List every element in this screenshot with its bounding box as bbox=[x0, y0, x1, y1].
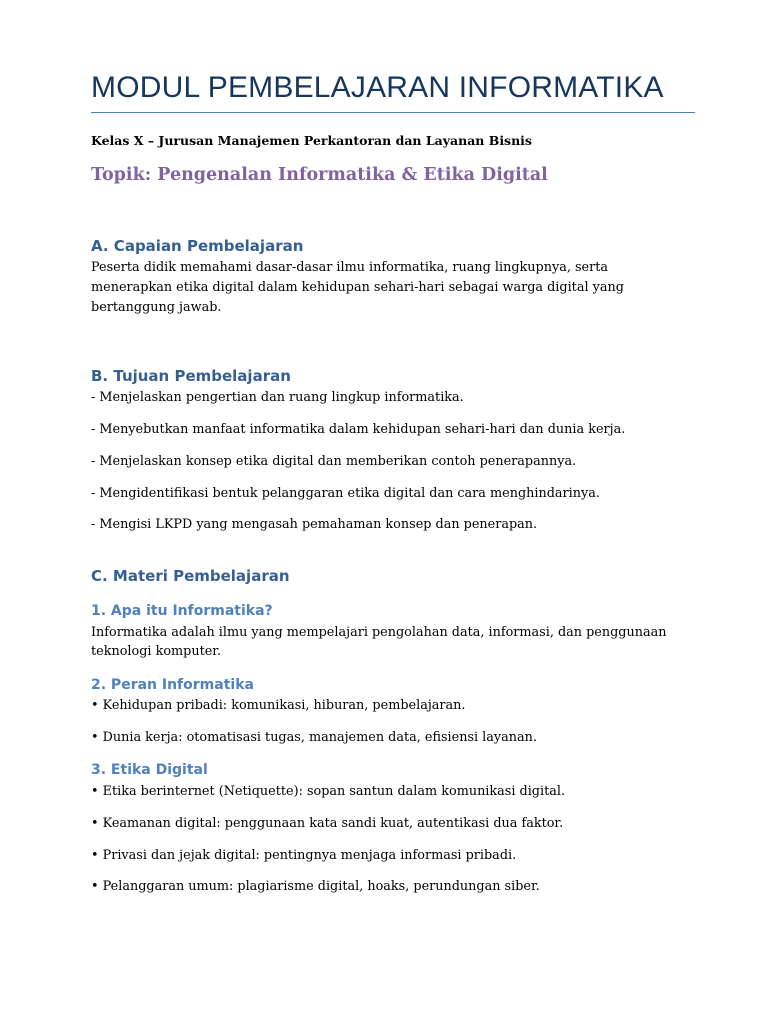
class-subtitle: Kelas X – Jurusan Manajemen Perkantoran dan Layanan Bisnis bbox=[91, 133, 532, 148]
role-item: • Kehidupan pribadi: komunikasi, hiburan, pembelajaran. bbox=[91, 698, 466, 713]
document-title: MODUL PEMBELAJARAN INFORMATIKA bbox=[91, 71, 664, 104]
role-item: • Dunia kerja: otomatisasi tugas, manajemen data, efisiensi layanan. bbox=[91, 730, 537, 745]
subsection-2-heading: 2. Peran Informatika bbox=[91, 677, 254, 693]
topic-heading: Topik: Pengenalan Informatika & Etika Digital bbox=[91, 165, 548, 185]
ethics-item: • Etika berinternet (Netiquette): sopan santun dalam komunikasi digital. bbox=[91, 784, 566, 799]
subsection-1-heading: 1. Apa itu Informatika? bbox=[91, 603, 273, 619]
subsection-3-heading: 3. Etika Digital bbox=[91, 762, 208, 778]
objective-item: - Menjelaskan pengertian dan ruang lingkup informatika. bbox=[91, 390, 464, 405]
section-a-body-line: Peserta didik memahami dasar-dasar ilmu informatika, ruang lingkupnya, serta bbox=[91, 260, 608, 275]
subsection-1-body-line: Informatika adalah ilmu yang mempelajari pengolahan data, informasi, dan penggunaan bbox=[91, 625, 667, 640]
objective-item: - Mengisi LKPD yang mengasah pemahaman konsep dan penerapan. bbox=[91, 517, 538, 532]
ethics-item: • Pelanggaran umum: plagiarisme digital, hoaks, perundungan siber. bbox=[91, 879, 540, 894]
section-b-heading: B. Tujuan Pembelajaran bbox=[91, 367, 291, 385]
objective-item: - Menjelaskan konsep etika digital dan memberikan contoh penerapannya. bbox=[91, 454, 577, 469]
objective-item: - Menyebutkan manfaat informatika dalam kehidupan sehari-hari dan dunia kerja. bbox=[91, 422, 626, 437]
section-a-body-line: bertanggung jawab. bbox=[91, 300, 222, 315]
ethics-item: • Privasi dan jejak digital: pentingnya menjaga informasi pribadi. bbox=[91, 848, 517, 863]
section-a-body-line: menerapkan etika digital dalam kehidupan sehari-hari sebagai warga digital yang bbox=[91, 280, 624, 295]
objective-item: - Mengidentifikasi bentuk pelanggaran etika digital dan cara menghindarinya. bbox=[91, 486, 600, 501]
section-c-heading: C. Materi Pembelajaran bbox=[91, 567, 290, 585]
ethics-item: • Keamanan digital: penggunaan kata sandi kuat, autentikasi dua faktor. bbox=[91, 816, 564, 831]
section-a-heading: A. Capaian Pembelajaran bbox=[91, 237, 304, 255]
subsection-1-body-line: teknologi komputer. bbox=[91, 644, 222, 659]
title-divider bbox=[91, 112, 695, 113]
